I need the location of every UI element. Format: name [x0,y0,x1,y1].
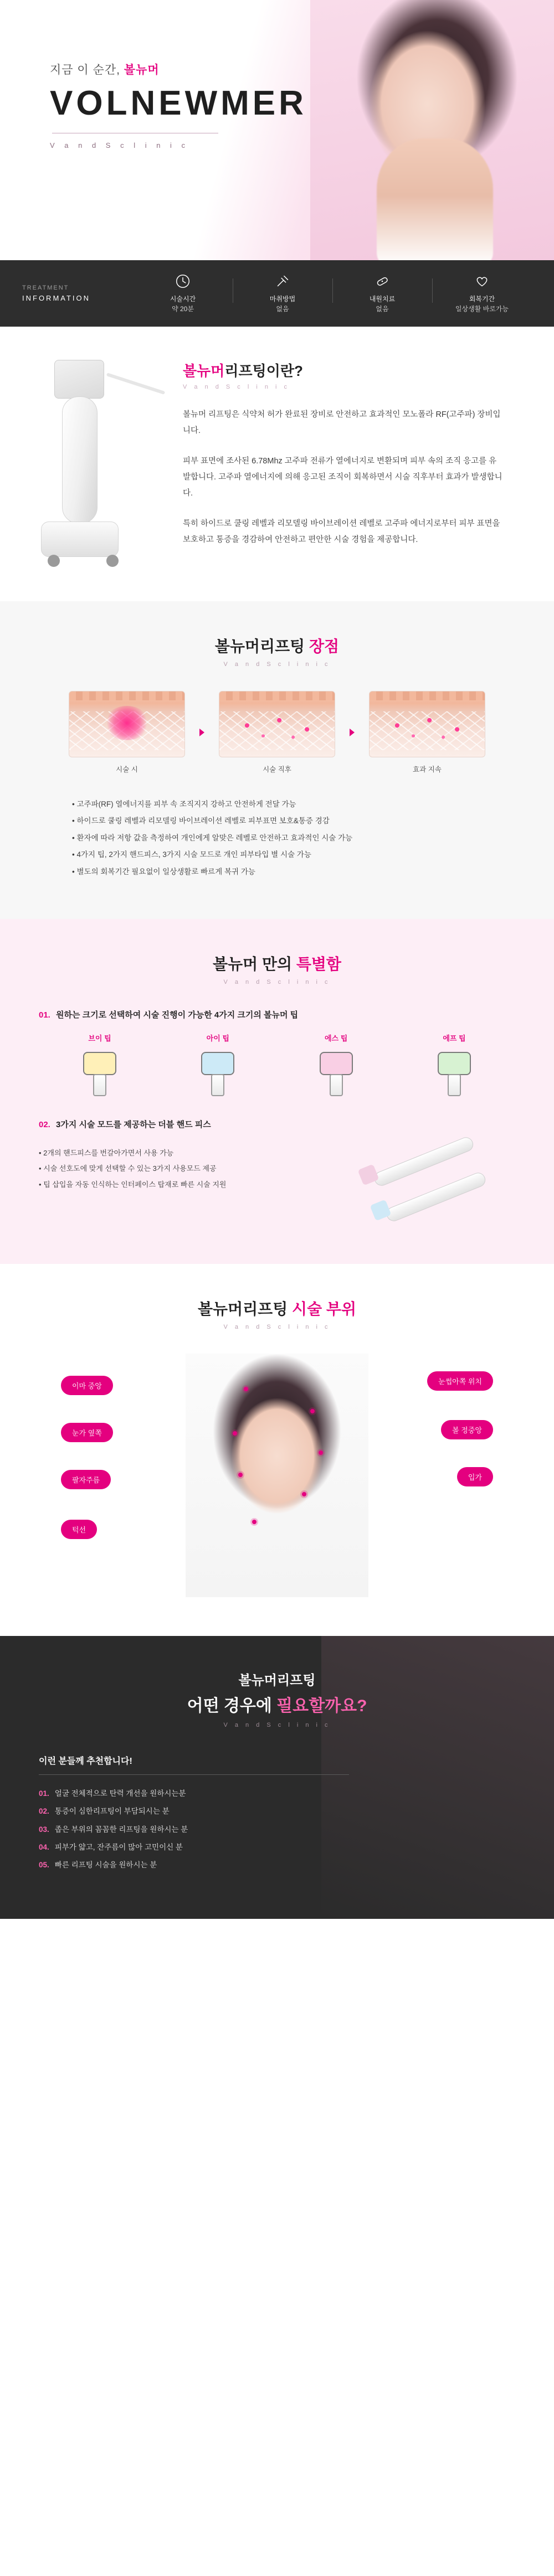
skin-stage-row [39,691,515,774]
need-item-text: 빠른 리프팅 시술을 원하시는 분 [54,1861,157,1870]
heart-icon [474,273,490,290]
info-item-line2: 없음 [276,305,289,313]
info-item [432,273,532,314]
handpiece-bullet: • 시술 선호도에 맞게 선택할 수 있는 3가지 사용모드 제공 [39,1161,343,1177]
tip-item [286,1033,386,1099]
need-title-pink: 필요할까요? [276,1696,367,1715]
tip-illustration [311,1049,362,1099]
need-item-text: 얼굴 전체적으로 탄력 개선을 원하시는분 [54,1789,186,1798]
device-screen [54,360,104,399]
need-item-number: 02. [39,1807,49,1816]
device-wheel [106,555,119,567]
tip-item [168,1033,268,1099]
area-label-left: 팔자주름 [61,1470,111,1489]
need-list-item [39,1856,349,1874]
intro-heading-rest: 리프팅이란? [224,363,303,379]
area-label-left: 눈가 옆쪽 [61,1423,113,1442]
info-item [233,273,332,314]
face-photo [186,1354,368,1597]
hero-model-photo [310,0,554,260]
need-item-text: 좁은 부위의 꼼꼼한 리프팅을 원하시는 분 [54,1825,188,1834]
info-item-line1: 내원치료 [369,295,396,303]
intro-heading [183,360,504,380]
need-item-text: 통증이 심한리프팅이 부담되시는 분 [54,1807,170,1816]
handpiece-illustration [360,1142,515,1225]
need-list-item [39,1785,349,1803]
treatment-info-bar [0,260,554,327]
areas-header [0,1297,554,1330]
tip-label: 에스 팁 [325,1034,348,1042]
step-one-text: 원하는 크기로 선택하여 시술 진행이 가능한 4가지 크기의 볼뉴머 팁 [56,1010,299,1020]
step-two-label [39,1118,515,1130]
tip-illustration [74,1049,125,1099]
info-bar-heading-top: TREATMENT [22,285,69,291]
special-title [39,952,515,974]
area-marker-dot [244,1387,248,1391]
info-item-line2: 일상생활 바로가능 [455,305,509,313]
tip-label: 에프 팁 [443,1034,466,1042]
clock-icon [175,273,191,290]
areas-title-pink: 시술 부위 [292,1300,357,1318]
syringe-icon [274,273,291,290]
merit-title [39,634,515,657]
need-list-item [39,1839,349,1856]
device-base [41,522,119,557]
intro-brand: V a n d S c l i n i c [183,384,290,390]
area-label-left: 턱선 [61,1520,97,1539]
merit-title-dark: 볼뉴머리프팅 [214,638,305,655]
hero-section [0,0,554,260]
area-marker-dot [310,1409,315,1413]
info-item [332,273,432,314]
handpiece-bullet-list [39,1142,343,1193]
intro-paragraph: 볼뉴머 리프팅은 식약처 허가 완료된 장비로 안전하고 효과적인 모노폴라 RF(고주파) 장비입니다. [183,410,501,435]
skin-diagram-image [69,691,185,757]
need-list-box [39,1754,349,1875]
skin-diagram-image [219,691,335,757]
hero-kicker-pre: 지금 이 순간, [50,64,120,76]
tip-illustration [429,1049,480,1099]
need-item-text: 피부가 얇고, 잔주름이 많아 고민이신 분 [54,1843,183,1852]
area-label-left: 이마 중앙 [61,1376,113,1395]
area-marker-dot [233,1431,237,1436]
device-arm [106,373,165,395]
bandage-icon [374,273,391,290]
merit-header [39,634,515,668]
special-title-dark: 볼뉴머 만의 [213,955,293,973]
handpiece-bullet: • 팁 삽입을 자동 인식하는 인터페이스 탑재로 빠른 시술 지원 [39,1177,343,1193]
area-marker-dot [302,1492,306,1496]
device-body [62,396,98,524]
merit-bullet: • 환자에 따라 저항 값을 측정하여 개인에게 알맞은 레벨로 안전하고 효과적인 시술 가능 [72,830,482,846]
page-title: VOLNEWMER [50,84,307,122]
merit-bullet-list [72,796,482,880]
tip-item [50,1033,150,1099]
step-two-text: 3가지 시술 모드를 제공하는 더블 핸드 피스 [56,1119,211,1129]
special-brand: V a n d S c l i n i c [223,978,331,985]
info-item-line1: 마취방법 [269,295,296,303]
step-one-number: 01. [39,1010,50,1020]
need-brand: V a n d S c l i n i c [223,1721,331,1728]
special-header [39,952,515,985]
need-item-number: 03. [39,1825,49,1834]
need-list-item [39,1803,349,1820]
area-marker-dot [238,1473,243,1477]
merit-section [0,601,554,919]
merit-bullet: • 4가지 팁, 2가지 핸드피스, 3가지 시술 모드로 개인 피부타입 별 시술 가능 [72,846,482,863]
info-item-line2: 없음 [376,305,389,313]
handpiece-bullet: • 2개의 핸드피스를 번갈아가면서 사용 가능 [39,1145,343,1161]
hero-kicker [50,61,310,78]
merit-brand: V a n d S c l i n i c [223,661,331,668]
merit-bullet: • 하이드로 쿨링 레벨과 리모델링 바이브레이션 레벨로 피부표면 보호&통증 경감 [72,813,482,829]
hero-kicker-brand: 볼뉴머 [124,64,160,76]
need-title-line2 [39,1692,515,1716]
skin-stage [369,691,485,774]
step-two-number: 02. [39,1119,50,1129]
hero-clinic-name: V a n d S c l i n i c [50,141,189,149]
intro-section [0,327,554,601]
area-marker-dot [319,1450,323,1455]
merit-bullet: • 고주파(RF) 열에너지를 피부 속 조직지지 강하고 안전하게 전달 가능 [72,796,482,813]
tip-list [39,1033,515,1099]
need-title-white: 어떤 경우에 [187,1696,277,1715]
areas-brand: V a n d S c l i n i c [223,1323,331,1330]
arrow-right-icon [350,729,355,736]
info-item-line1: 회복기간 [469,295,495,303]
special-step-one [39,1009,515,1099]
step-one-label [39,1009,515,1020]
skin-stage [219,691,335,774]
special-title-pink: 특별함 [296,955,341,973]
info-item-line2: 약 20분 [172,305,194,313]
merit-title-pink: 장점 [309,638,340,655]
areas-title-dark: 볼뉴머리프팅 [197,1300,288,1318]
intro-paragraph: 피부 표면에 조사된 6.78Mhz 고주파 전류가 열에너지로 변환되며 피부 속의 조직 응고를 유발합니다. 고주파 열에너지에 의해 응고된 조직이 회복하면서 시술 직후부터 효과가 발생합니다. [183,457,502,498]
need-list-item [39,1821,349,1839]
handpiece-block [39,1142,515,1225]
hero-text-block [50,61,310,149]
need-title-line1: 볼뉴머리프팅 [238,1672,316,1688]
skin-stage-caption: 시술 시 [116,766,138,773]
face-diagram [0,1354,554,1597]
info-bar-heading-main: INFORMATION [22,293,91,302]
special-step-two [39,1118,515,1225]
area-label-right: 입가 [457,1467,493,1486]
device-wheel [48,555,60,567]
arrow-right-icon [199,729,204,736]
treatment-areas-section [0,1264,554,1636]
special-section [0,919,554,1264]
skin-stage [69,691,185,774]
skin-stage-caption: 효과 지속 [413,766,442,773]
area-marker-dot [252,1520,257,1524]
info-bar-heading [22,283,133,303]
need-item-number: 01. [39,1789,49,1798]
skin-diagram-image [369,691,485,757]
intro-heading-pink: 볼뉴머 [183,363,225,379]
need-header [39,1669,515,1728]
skin-stage-caption: 시술 직후 [263,766,291,773]
device-illustration [22,360,166,581]
tip-label: 브이 팁 [88,1034,111,1042]
need-section [0,1636,554,1919]
area-label-right: 볼 정중앙 [441,1420,493,1439]
areas-title [0,1297,554,1319]
need-list-label: 이런 분들께 추천합니다! [39,1754,349,1775]
need-item-number: 04. [39,1843,49,1852]
merit-bullet: • 별도의 회복기간 필요없이 일상생활로 빠르게 복귀 가능 [72,864,482,880]
area-label-right: 눈썹아쪽 위치 [427,1371,493,1391]
tip-label: 아이 팁 [206,1034,229,1042]
info-item-list [133,273,532,314]
intro-text-block [183,360,504,548]
tip-item [404,1033,504,1099]
tip-illustration [192,1049,243,1099]
info-item [133,273,233,314]
intro-paragraph: 특히 하이드로 쿨링 레벨과 리모델링 바이브레이션 레벨로 고주파 에너지로부터 피부 표면을 보호하고 통증을 경감하여 안전하고 편안한 시술 경험을 제공합니다. [183,519,500,544]
need-item-number: 05. [39,1861,49,1870]
info-item-line1: 시술시간 [170,295,196,303]
